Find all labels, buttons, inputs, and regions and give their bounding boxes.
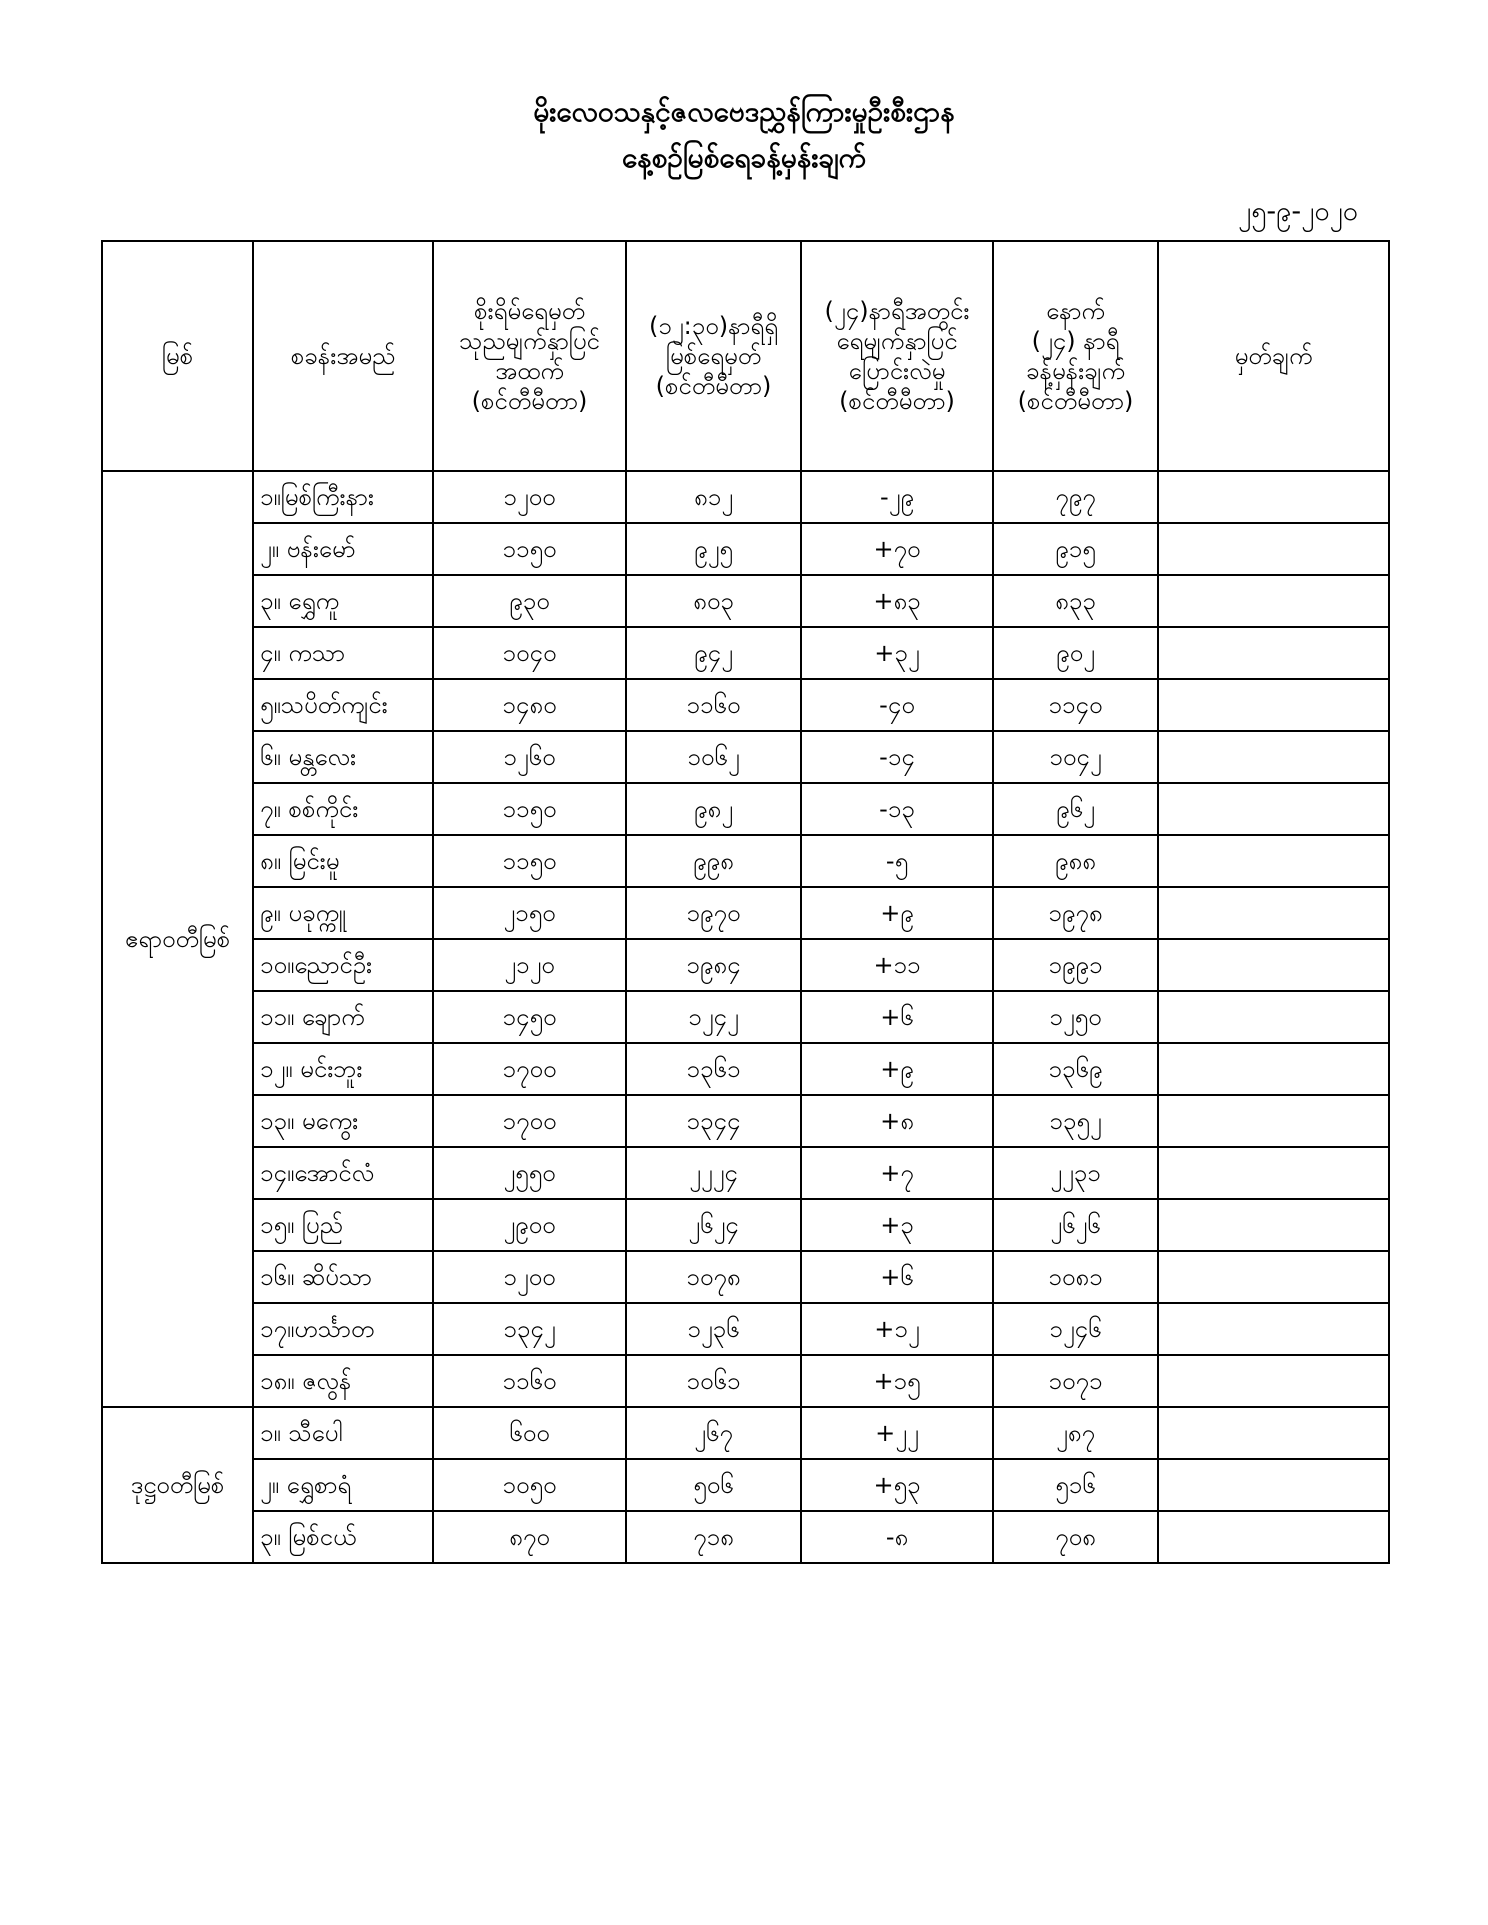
station-cell: ၉။ ပခုက္ကူ — [253, 887, 433, 939]
remark-cell — [1158, 1095, 1389, 1147]
forecast-cell: ၁၃၅၂ — [993, 1095, 1158, 1147]
column-header-line: (စင်တီမီတာ) — [471, 387, 588, 415]
column-header-change — [801, 241, 993, 471]
table-row — [102, 1355, 1389, 1407]
station-cell: ၁၃။ မကွေး — [253, 1095, 433, 1147]
remark-cell — [1158, 1199, 1389, 1251]
danger-level-cell: ၂၁၂၀ — [433, 939, 626, 991]
change-cell: +၇၀ — [801, 523, 993, 575]
table-row — [102, 523, 1389, 575]
forecast-cell: ၁၀၇၁ — [993, 1355, 1158, 1407]
column-header-line: မြစ် — [161, 342, 194, 370]
column-header-river — [102, 241, 253, 471]
danger-level-cell: ၁၂၆၀ — [433, 731, 626, 783]
water-level-cell: ၁၂၃၆ — [626, 1303, 801, 1355]
remark-cell — [1158, 939, 1389, 991]
forecast-cell: ၁၂၅၀ — [993, 991, 1158, 1043]
forecast-cell: ၉၆၂ — [993, 783, 1158, 835]
water-level-cell: ၉၉၈ — [626, 835, 801, 887]
column-header-line: အထက် — [495, 357, 564, 385]
table-row — [102, 627, 1389, 679]
remark-cell — [1158, 783, 1389, 835]
remark-cell — [1158, 1147, 1389, 1199]
station-cell: ၆။ မန္တလေး — [253, 731, 433, 783]
water-level-cell: ၈၀၃ — [626, 575, 801, 627]
remark-cell — [1158, 679, 1389, 731]
remark-cell — [1158, 523, 1389, 575]
water-level-cell: ၉၈၂ — [626, 783, 801, 835]
danger-level-cell: ၆၀၀ — [433, 1407, 626, 1459]
remark-cell — [1158, 627, 1389, 679]
water-level-cell: ၉၂၅ — [626, 523, 801, 575]
column-header-line: (၂၄)နာရီအတွင်း — [824, 297, 970, 325]
water-level-cell: ၁၃၆၁ — [626, 1043, 801, 1095]
forecast-cell: ၁၂၄၆ — [993, 1303, 1158, 1355]
table-row — [102, 835, 1389, 887]
column-header-line: ခန့်မှန်းချက် — [1026, 357, 1125, 385]
station-cell: ၁၆။ ဆိပ်သာ — [253, 1251, 433, 1303]
table-row — [102, 1511, 1389, 1563]
station-cell: ၁၇။ဟင်္သာတ — [253, 1303, 433, 1355]
station-cell: ၃။ မြစ်ငယ် — [253, 1511, 433, 1563]
column-header-line: (စင်တီမီတာ) — [655, 372, 772, 400]
change-cell: +၇ — [801, 1147, 993, 1199]
document-subtitle: နေ့စဉ်မြစ်ရေခန့်မှန်းချက် — [621, 141, 867, 174]
station-cell: ၁။မြစ်ကြီးနား — [253, 471, 433, 523]
remark-cell — [1158, 991, 1389, 1043]
document-date: ၂၅-၉-၂၀၂၀ — [1237, 196, 1358, 227]
forecast-cell: ၁၁၄၀ — [993, 679, 1158, 731]
table-row — [102, 1459, 1389, 1511]
forecast-cell: ၂၆၂၆ — [993, 1199, 1158, 1251]
change-cell: +၉ — [801, 887, 993, 939]
change-cell: -၁၄ — [801, 731, 993, 783]
column-header-remark — [1158, 241, 1389, 471]
danger-level-cell: ၁၁၅၀ — [433, 783, 626, 835]
remark-cell — [1158, 731, 1389, 783]
station-cell: ၄။ ကသာ — [253, 627, 433, 679]
header-row — [102, 241, 1389, 471]
column-header-line: (စင်တီမီတာ) — [1017, 387, 1134, 415]
forecast-cell: ၂၂၃၁ — [993, 1147, 1158, 1199]
station-cell: ၂။ ဗန်းမော် — [253, 523, 433, 575]
danger-level-cell: ၉၃၀ — [433, 575, 626, 627]
remark-cell — [1158, 1459, 1389, 1511]
column-header-line: စခန်းအမည် — [290, 342, 396, 370]
change-cell: -၈ — [801, 1511, 993, 1563]
table-row — [102, 1095, 1389, 1147]
station-cell: ၁၄။အောင်လံ — [253, 1147, 433, 1199]
water-level-cell: ၅၀၆ — [626, 1459, 801, 1511]
forecast-cell: ၈၃၃ — [993, 575, 1158, 627]
danger-level-cell: ၁၁၅၀ — [433, 523, 626, 575]
river-name-cell: ဧရာဝတီမြစ် — [102, 471, 253, 1407]
danger-level-cell: ၂၅၅၀ — [433, 1147, 626, 1199]
water-level-cell: ၂၆၂၄ — [626, 1199, 801, 1251]
column-header-line: နောက် — [1046, 297, 1105, 325]
water-level-cell: ၁၀၆၂ — [626, 731, 801, 783]
water-level-cell: ၁၀၆၁ — [626, 1355, 801, 1407]
station-cell: ၁၈။ ဇလွန် — [253, 1355, 433, 1407]
water-level-cell: ၁၉၇၀ — [626, 887, 801, 939]
column-header-line: သုညမျက်နှာပြင် — [459, 327, 600, 355]
remark-cell — [1158, 1251, 1389, 1303]
table-row — [102, 731, 1389, 783]
column-header-line: စိုးရိမ်ရေမှတ် — [474, 297, 585, 325]
change-cell: +၈ — [801, 1095, 993, 1147]
danger-level-cell: ၁၀၄၀ — [433, 627, 626, 679]
column-header-line: ပြောင်းလဲမှု — [848, 357, 946, 385]
forecast-cell: ၁၉၉၁ — [993, 939, 1158, 991]
change-cell: -၅ — [801, 835, 993, 887]
table-row — [102, 1147, 1389, 1199]
remark-cell — [1158, 575, 1389, 627]
danger-level-cell: ၁၇၀၀ — [433, 1095, 626, 1147]
water-level-cell: ၉၄၂ — [626, 627, 801, 679]
forecast-cell: ၁၃၆၉ — [993, 1043, 1158, 1095]
table-row — [102, 939, 1389, 991]
change-cell: +၃၂ — [801, 627, 993, 679]
danger-level-cell: ၁၀၅၀ — [433, 1459, 626, 1511]
water-level-cell: ၁၉၈၄ — [626, 939, 801, 991]
danger-level-cell: ၁၄၅၀ — [433, 991, 626, 1043]
column-header-line: (၁၂:၃၀)နာရီရှိ — [649, 312, 778, 340]
table-row — [102, 575, 1389, 627]
change-cell: -၁၃ — [801, 783, 993, 835]
column-header-station — [253, 241, 433, 471]
water-level-cell: ၁၂၄၂ — [626, 991, 801, 1043]
danger-level-cell: ၁၁၅၀ — [433, 835, 626, 887]
table-row — [102, 1043, 1389, 1095]
remark-cell — [1158, 1355, 1389, 1407]
change-cell: +၈၃ — [801, 575, 993, 627]
danger-level-cell: ၁၄၈၀ — [433, 679, 626, 731]
water-level-cell: ၁၁၆၀ — [626, 679, 801, 731]
forecast-cell: ၅၁၆ — [993, 1459, 1158, 1511]
change-cell: +၁၁ — [801, 939, 993, 991]
station-cell: ၇။ စစ်ကိုင်း — [253, 783, 433, 835]
column-header-forecast — [993, 241, 1158, 471]
remark-cell — [1158, 1511, 1389, 1563]
danger-level-cell: ၈၇၀ — [433, 1511, 626, 1563]
remark-cell — [1158, 1303, 1389, 1355]
danger-level-cell: ၁၂၀၀ — [433, 471, 626, 523]
water-level-cell: ၇၁၈ — [626, 1511, 801, 1563]
forecast-cell: ၇၀၈ — [993, 1511, 1158, 1563]
station-cell: ၁။ သီပေါ — [253, 1407, 433, 1459]
danger-level-cell: ၁၃၄၂ — [433, 1303, 626, 1355]
change-cell: +၂၂ — [801, 1407, 993, 1459]
forecast-cell: ၉၁၅ — [993, 523, 1158, 575]
forecast-cell: ၇၉၇ — [993, 471, 1158, 523]
remark-cell — [1158, 835, 1389, 887]
table-row — [102, 991, 1389, 1043]
station-cell: ၈။ မြင်းမူ — [253, 835, 433, 887]
remark-cell — [1158, 1407, 1389, 1459]
column-header-line: (စင်တီမီတာ) — [839, 387, 955, 415]
river-name-cell: ဒုဋ္ဌဝတီမြစ် — [102, 1407, 253, 1563]
change-cell: +၉ — [801, 1043, 993, 1095]
table-header — [102, 241, 1389, 471]
change-cell: +၅၃ — [801, 1459, 993, 1511]
station-cell: ၁၀။ညောင်ဦး — [253, 939, 433, 991]
change-cell: +၃ — [801, 1199, 993, 1251]
station-cell: ၁၂။ မင်းဘူး — [253, 1043, 433, 1095]
column-header-line: မှတ်ချက် — [1234, 342, 1313, 370]
danger-level-cell: ၁၇၀၀ — [433, 1043, 626, 1095]
forecast-cell: ၁၀၈၁ — [993, 1251, 1158, 1303]
column-header-line: မြစ်ရေမှတ် — [665, 342, 762, 370]
danger-level-cell: ၁၁၆၀ — [433, 1355, 626, 1407]
danger-level-cell: ၁၂၀၀ — [433, 1251, 626, 1303]
change-cell: +၁၂ — [801, 1303, 993, 1355]
water-level-cell: ၂၂၂၄ — [626, 1147, 801, 1199]
table-row — [102, 1199, 1389, 1251]
change-cell: -၂၉ — [801, 471, 993, 523]
table-row — [102, 679, 1389, 731]
station-cell: ၂။ ရွှေစာရံ — [253, 1459, 433, 1511]
station-cell: ၅။သပိတ်ကျင်း — [253, 679, 433, 731]
forecast-cell: ၉၀၂ — [993, 627, 1158, 679]
change-cell: +၁၅ — [801, 1355, 993, 1407]
danger-level-cell: ၂၁၅၀ — [433, 887, 626, 939]
station-cell: ၃။ ရွှေကူ — [253, 575, 433, 627]
column-header-line: (၂၄) နာရီ — [1031, 327, 1120, 355]
change-cell: -၄၀ — [801, 679, 993, 731]
water-level-cell: ၂၆၇ — [626, 1407, 801, 1459]
remark-cell — [1158, 887, 1389, 939]
station-cell: ၁၁။ ချောက် — [253, 991, 433, 1043]
column-header-line: ရေမျက်နှာပြင် — [836, 327, 958, 355]
change-cell: +၆ — [801, 1251, 993, 1303]
forecast-cell: ၂၈၇ — [993, 1407, 1158, 1459]
document-title: မိုးလေဝသနှင့်ဇလဗေဒညွှန်ကြားမှုဦးစီးဌာန — [533, 95, 955, 128]
table-row — [102, 471, 1389, 523]
remark-cell — [1158, 1043, 1389, 1095]
column-header-danger-level — [433, 241, 626, 471]
remark-cell — [1158, 471, 1389, 523]
change-cell: +၆ — [801, 991, 993, 1043]
danger-level-cell: ၂၉၀၀ — [433, 1199, 626, 1251]
table-row — [102, 1303, 1389, 1355]
water-level-cell: ၁၃၄၄ — [626, 1095, 801, 1147]
table-body — [102, 471, 1389, 1563]
water-level-cell: ၁၀၇၈ — [626, 1251, 801, 1303]
column-header-water-level — [626, 241, 801, 471]
table-row — [102, 887, 1389, 939]
table-row — [102, 1251, 1389, 1303]
river-forecast-table — [101, 240, 1390, 1564]
table-row — [102, 783, 1389, 835]
forecast-cell: ၁၀၄၂ — [993, 731, 1158, 783]
forecast-cell: ၁၉၇၈ — [993, 887, 1158, 939]
forecast-cell: ၉၈၈ — [993, 835, 1158, 887]
station-cell: ၁၅။ ပြည် — [253, 1199, 433, 1251]
table-row — [102, 1407, 1389, 1459]
water-level-cell: ၈၁၂ — [626, 471, 801, 523]
